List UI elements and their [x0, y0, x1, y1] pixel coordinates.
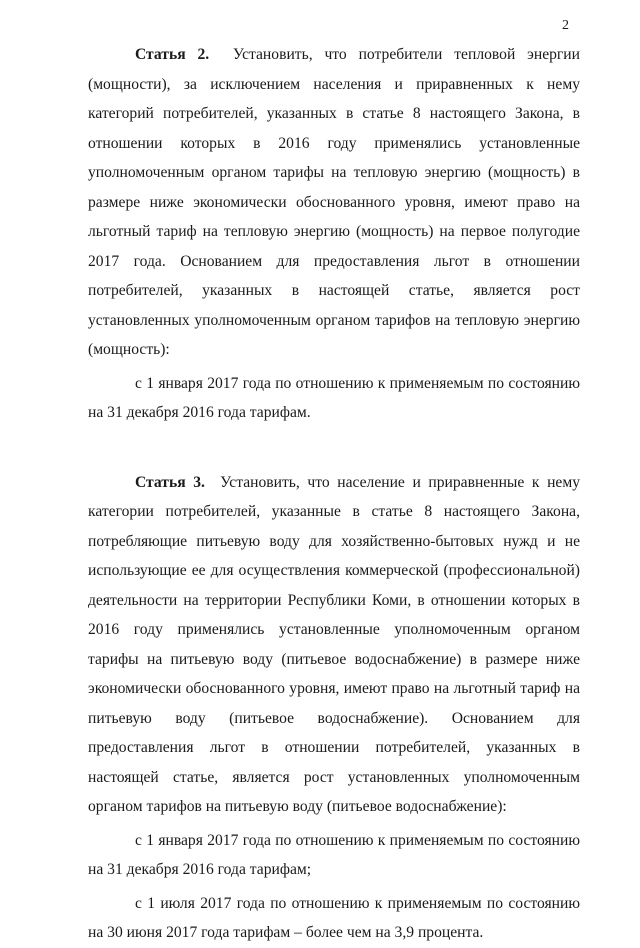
article-3-item-1: с 1 января 2017 года по отношению к применяемым по состоянию на 31 декабря 2016 года тарифам; — [88, 831, 580, 878]
page-number: 2 — [562, 18, 569, 33]
article-3-text: Установить, что население и приравненные к нему категории потребителей, указанные в статье 8 настоящего Закона, потребляющие питьевую воду для хозяйственно-бытовых нужд и не использующие ее для осуществления коммерческой (профессиональной) деятельности на территории Республики Коми, в отношении которых в 2016 году применялись установленные уполномоченным органом тарифы на питьевую воду (питьевое водоснабжение) в размере ниже экономически обоснованного уровня, имеют право на льготный тариф на питьевую воду (питьевое водоснабжение). Основанием для предоставления льгот в отношении потребителей, указанных в настоящей статье, является рост установленных уполномоченным органом тарифов на питьевую воду (питьевое водоснабжение): — [88, 473, 580, 815]
document-body — [88, 40, 580, 948]
article-2-paragraph — [88, 40, 580, 365]
article-2-item-1: с 1 января 2017 года по отношению к применяемым по состоянию на 31 декабря 2016 года тарифам. — [88, 374, 580, 421]
article-2-text: Установить, что потребители тепловой энергии (мощности), за исключением населения и приравненных к нему категорий потребителей, указанных в статье 8 настоящего Закона, в отношении которых в 2016 году применялись установленные уполномоченным органом тарифы на тепловую энергию (мощность) в размере ниже экономически обоснованного уровня, имеют право на льготный тариф на тепловую энергию (мощность) на первое полугодие 2017 года. Основанием для предоставления льгот в отношении потребителей, указанных в настоящей статье, является рост установленных уполномоченным органом тарифов на тепловую энергию (мощность): — [88, 46, 580, 358]
article-3-item-2: с 1 июля 2017 года по отношению к применяемым по состоянию на 30 июня 2017 года тарифам – более чем на 3,9 процента. — [88, 894, 580, 941]
article-2-title: Статья 2. — [135, 46, 210, 63]
article-3-paragraph — [88, 468, 580, 822]
article-3-title: Статья 3. — [135, 473, 205, 491]
